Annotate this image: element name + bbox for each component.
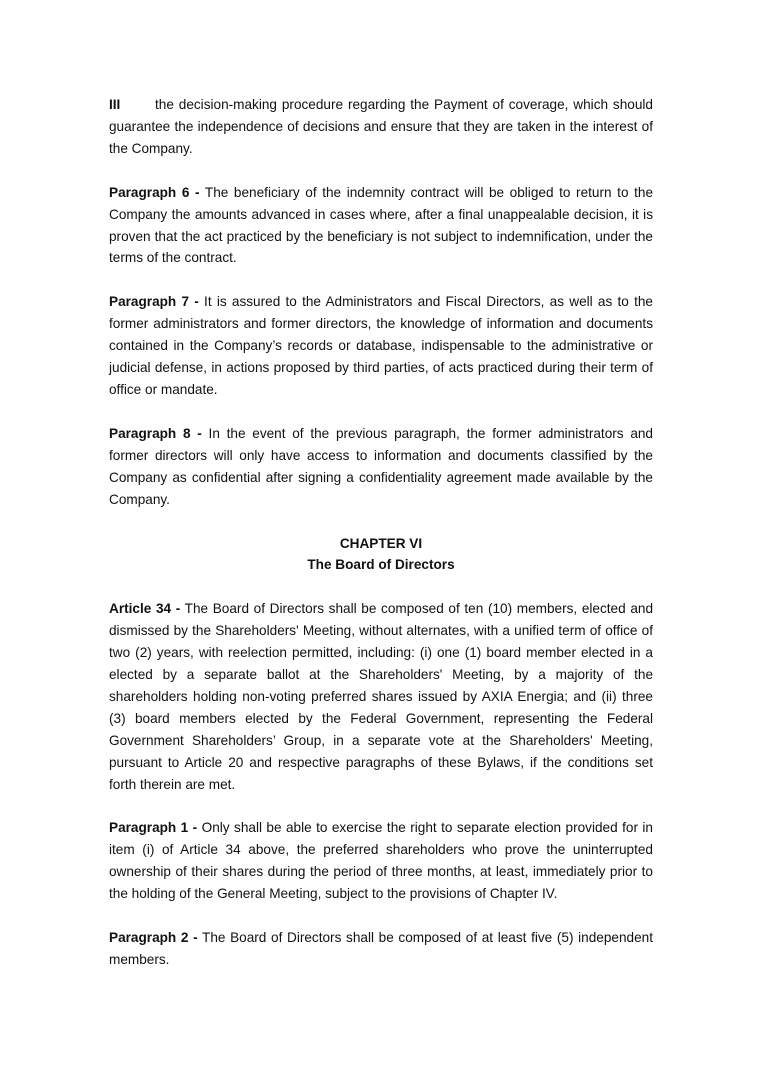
paragraph-7 bbox=[109, 291, 653, 401]
paragraph-8 bbox=[109, 423, 653, 511]
paragraph-lead: Paragraph 1 - bbox=[109, 820, 198, 836]
document-page bbox=[109, 94, 653, 993]
paragraph-text: In the event of the previous paragraph, the former administrators and former directors will only have access to information and documents classified by the Company as confidential after signing a confidentiality agreement made available by the Company. bbox=[109, 425, 653, 507]
paragraph-lead: Paragraph 6 - bbox=[109, 184, 200, 200]
chapter-title: The Board of Directors bbox=[307, 557, 455, 573]
article-34 bbox=[109, 598, 653, 795]
paragraph-1 bbox=[109, 817, 653, 905]
paragraph-lead: Paragraph 7 - bbox=[109, 294, 199, 310]
paragraph-text: It is assured to the Administrators and Fiscal Directors, as well as to the former administrators and former directors, the knowledge of information and documents contained in the Company’s records or database, indispensable to the administrative or judicial defense, in actions proposed by third parties, of acts practiced during their term of office or mandate. bbox=[109, 294, 653, 397]
item-iii bbox=[109, 94, 653, 160]
paragraph-text: The Board of Directors shall be composed of at least five (5) independent members. bbox=[109, 930, 653, 967]
paragraph-lead: Paragraph 8 - bbox=[109, 425, 202, 441]
item-text: the decision-making procedure regarding the Payment of coverage, which should guarantee the independence of decisions and ensure that they are taken in the interest of the Company. bbox=[109, 97, 653, 156]
paragraph-lead: Paragraph 2 - bbox=[109, 930, 198, 946]
article-lead: Article 34 - bbox=[109, 601, 181, 617]
paragraph-6 bbox=[109, 182, 653, 270]
paragraph-text: Only shall be able to exercise the right to separate election provided for in item (i) of Article 34 above, the preferred shareholders who prove the uninterrupted ownership of their shares during the period of three months, at least, immediately prior to the holding of the General Meeting, subject to the provisions of Chapter IV. bbox=[109, 820, 653, 902]
paragraph-2 bbox=[109, 927, 653, 971]
chapter-heading bbox=[109, 533, 653, 577]
chapter-number: CHAPTER VI bbox=[339, 535, 423, 551]
paragraph-text: The beneficiary of the indemnity contract will be obliged to return to the Company the amounts advanced in cases where, after a final unappealable decision, it is proven that the act practiced by the beneficiary is not subject to indemnification, under the terms of the contract. bbox=[109, 184, 654, 266]
item-marker: III bbox=[109, 97, 121, 112]
article-text: The Board of Directors shall be composed of ten (10) members, elected and dismissed by the Shareholders' Meeting, without alternates, with a unified term of office of two (2) years, with reelection permitted, including: (i) one (1) board member elected in a elected by a separate ballot at the Shareholders' Meeting, by a majority of the shareholders holding non-voting preferred shares issued by AXIA Energia; and (ii) three (3) board members elected by the Federal Government, representing the Federal Government Shareholders’ Group, in a separate vote at the Shareholders' Meeting, pursuant to Article 20 and respective paragraphs of these Bylaws, if the conditions set forth therein are met. bbox=[109, 601, 654, 792]
